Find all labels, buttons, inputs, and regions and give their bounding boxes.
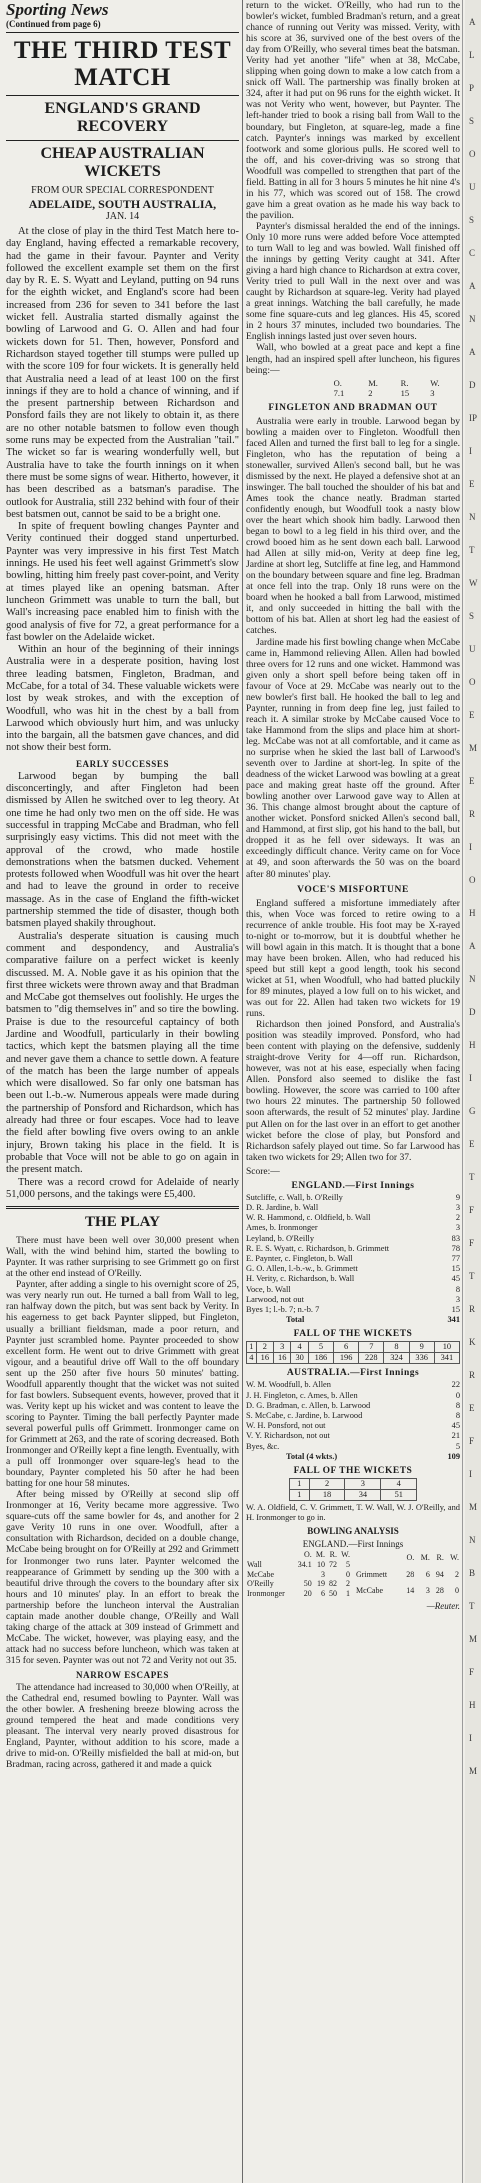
divider bbox=[6, 140, 239, 141]
fow-runs: 51 bbox=[381, 1489, 417, 1500]
adjacent-column-edge bbox=[465, 0, 481, 2183]
divider bbox=[6, 1206, 239, 1209]
deck-headline: ENGLAND'S GRAND RECOVERY bbox=[44, 100, 201, 135]
bowling-col-header bbox=[355, 1550, 401, 1566]
bowler-name: Ironmonger bbox=[247, 1589, 285, 1599]
fow-wicket-number: 7 bbox=[359, 1342, 384, 1353]
bowling-col-header bbox=[246, 1550, 294, 1560]
paragraph: Paynter's dismissal heralded the end of the innings. Only 10 more runs were added before Voce attempted to turn Wall to leg and was bowled. Wall finished off the innings by getting Verity caught at 341. After giving a hard high chance to Richardson at extra cover, Verity tried to pull Wall in the next over and was caught by Richardson at square-leg. Verity had played a great innings. Watching the ball carefully, he made some fine square-cuts and leg glances. His 45, scored in 2 hours 37 minutes, included two boundaries. The English innings lasted just over seven hours. bbox=[246, 220, 460, 343]
batsman-runs: 3 bbox=[455, 1202, 460, 1212]
batsman-runs: 21 bbox=[451, 1431, 460, 1441]
batsman-entry: H. Verity, c. Richardson, b. Wall bbox=[246, 1274, 355, 1284]
bowling-figure: 0 bbox=[455, 1585, 459, 1595]
bowling-col-header: W. bbox=[450, 1553, 459, 1563]
column-divider bbox=[242, 0, 243, 2183]
fow-runs-row bbox=[289, 1489, 416, 1500]
fow2-title: FALL OF THE WICKETS bbox=[293, 1465, 413, 1476]
subheading-fingleton-bradman: FINGLETON AND BRADMAN OUT bbox=[268, 402, 438, 413]
bowling-figure bbox=[294, 1570, 313, 1580]
bowling-analysis-tables bbox=[246, 1550, 460, 1599]
bowler-name: McCabe bbox=[247, 1569, 275, 1579]
fow-runs: 34 bbox=[345, 1489, 381, 1500]
scorecard-row bbox=[246, 1223, 460, 1233]
paragraph: There was a record crowd for Adelaide of nearly 51,000 persons, and the takings were £5,400. bbox=[6, 1176, 239, 1200]
batsman-runs: 45 bbox=[451, 1274, 460, 1284]
england-scorecard bbox=[246, 1193, 460, 1315]
figure-value: 15 bbox=[400, 387, 410, 398]
fow-runs-row bbox=[247, 1353, 460, 1364]
fow-wicket-number: 9 bbox=[409, 1342, 434, 1353]
fow-wicket-number: 2 bbox=[256, 1342, 273, 1353]
batsman-entry: W. H. Ponsford, not out bbox=[246, 1421, 326, 1431]
scorecard-row bbox=[246, 1442, 460, 1452]
fow-runs: 1 bbox=[289, 1489, 309, 1500]
wall-figures-table bbox=[246, 378, 460, 398]
batsman-entry: Ames, b. Ironmonger bbox=[246, 1223, 318, 1233]
batsman-entry: Byes, &c. bbox=[246, 1441, 280, 1451]
subheading-early-successes: EARLY SUCCESSES bbox=[75, 758, 170, 769]
continued-note: (Continued from page 6) bbox=[6, 19, 101, 29]
scorecard-row bbox=[246, 1193, 460, 1203]
left-column bbox=[6, 0, 239, 1770]
bowling-figure: 6 bbox=[321, 1589, 326, 1599]
scorecard-row bbox=[246, 1305, 460, 1315]
paragraph: In spite of frequent bowling changes Paynter and Verity continued their dogged stand unperturbed. Paynter was very impressive in his first Test Match innings. He used his feet well against Grimmett's slow bowling, hitting him freely past cover-point, and Verity at times played like an opening batsman. After luncheon Grimmett was unable to turn the ball, but Wall's increasing pace enabled him to finish with the good analysis of five for 72, a great performance for a fast bowler on the Adelaide wicket. bbox=[6, 521, 239, 643]
sub-headline: CHEAP AUSTRALIAN WICKETS bbox=[40, 145, 205, 180]
scorecard-row bbox=[246, 1391, 460, 1401]
batsman-entry: J. H. Fingleton, c. Ames, b. Allen bbox=[246, 1390, 358, 1400]
fow-wicket-number: 8 bbox=[384, 1342, 409, 1353]
fow-wicket-number: 3 bbox=[345, 1478, 381, 1489]
total-value: 341 bbox=[447, 1315, 460, 1325]
total-label: Total bbox=[286, 1315, 305, 1325]
fow-wicket-number: 3 bbox=[274, 1342, 291, 1353]
col-header: O. bbox=[333, 377, 342, 388]
batsman-runs: 0 bbox=[455, 1390, 460, 1400]
bowler-row bbox=[355, 1566, 460, 1582]
dateline: ADELAIDE, SOUTH AUSTRALIA, bbox=[28, 197, 217, 211]
play-heading: THE PLAY bbox=[85, 1214, 160, 1231]
fow-runs: 18 bbox=[309, 1489, 345, 1500]
bowling-figure: 1 bbox=[346, 1589, 350, 1599]
total-value: 109 bbox=[447, 1451, 460, 1461]
fow-wicket-number: 4 bbox=[381, 1478, 417, 1489]
scorecard-row bbox=[246, 1254, 460, 1264]
batsman-entry: W. M. Woodfull, b. Allen bbox=[246, 1380, 331, 1390]
subheading-narrow-escapes: NARROW ESCAPES bbox=[76, 1669, 169, 1680]
paragraph: At the close of play in the third Test Match here to-day England, having effected a remarkable recovery, had the game in their favour. Paynter and Verity followed the excellent example set them on the first day by R. E. S. Wyatt and Leyland, putting on 94 runs for the eighth wicket, and England's score had been increased from 236 for seven to 341 before the last wicket fell. Australia started dismally against the bowling of Larwood and G. O. Allen and had four wickets down for 51. Then, however, Ponsford and Richardson stayed together till stumps were pulled up with the score 109 for four wickets. It is generally held that Australia need a lead of at least 100 on the first innings if they are to hold a chance of winning, and if the present partnership between Richardson and Ponsford fails they are not likely to obtain it, as there are no other notable batsmen to follow even though some runs may be expected from the Australian "tail." The wicket so far is wearing wonderfully well, but Australia have to take the fourth innings on it when there must be some signs of wear. Hitherto, however, it has been described as a batsman's paradise. The outlook for Australia, still 232 behind with four of their best batsmen out, cannot be said to be a bright one. bbox=[6, 226, 239, 520]
paragraph: Australia were early in trouble. Larwood began by bowling a maiden over to Fingleton. Woodfull then faced Allen and turned the first ball to leg for a single. Fingleton, who has the reputation of being a stonewaller, survived Allen's second ball, but he was dismissed by the next. He played a defensive shot at an inswinger. The ball touched the shoulder of his bat and Ames took the chance neatly. Bradman started confidently enough, but Woodfull took a nasty blow over the heart which shook him badly. Larwood then began to bowl to a leg field in his third over, and the crowd booed him as he sent down each ball. Larwood had Allen at silly mid-on, Verity at deep fine leg, Jardine at short leg, Sutcliffe at fine leg, and Hammond on the boundary between square and fine leg. Bradman at once fell into the trap. Only 18 runs were on the board when he hooked a ball from Larwood, mistimed it, and only succeeded in hitting the ball with the bottom of his bat. Allen at short leg had the easiest of catches. bbox=[246, 415, 460, 637]
bowling-col-header: W. bbox=[341, 1549, 350, 1559]
paragraph: After being missed by O'Reilly at second slip off Ironmonger at 16, Verity became more aggressive. Two square-cuts off the same bowler for 4s, and another for 2 gave Verity 10 runs in one over. Woodfull, after a consultation with Richardson, decided on a double change, McCabe being brought on for O'Reilly at 292 and Grimmett for Ironmonger two runs later. Paynter welcomed the reappearance of Grimmett by sending up the 300 with a beautiful drive through the covers to the boundary after six hours and 10 minutes' play. In an effort to break the partnership before the luncheon interval the Australian captain made another double change, O'Reilly and Wall taking charge of the attack at 309 instead of Grimmett and McCabe. The wicket, however, was playing easy, and the attack had no success before luncheon, which was taken at 315 for seven. Paynter was out not 72 and Verity not out 35. bbox=[6, 1489, 239, 1666]
batsman-runs: 8 bbox=[455, 1410, 460, 1420]
fow-runs: 336 bbox=[409, 1353, 434, 1364]
scorecard-row bbox=[246, 1274, 460, 1284]
bowling-table-right bbox=[355, 1550, 460, 1599]
score-label: Score:— bbox=[246, 1166, 280, 1177]
col-header: W. bbox=[430, 377, 440, 388]
paragraph: Australia's desperate situation is causing much comment and despondency, and Australia's comparative failure on a perfect wicket is keenly discussed. M. A. Noble gave it as his opinion that the first three wickets were thrown away and that Bradman and McCabe got themselves out foolishly. He urges the batsmen to "dig themselves in" and so tire the bowling. Praise is due to the resourceful captaincy of both Jardine and Woodfull, particularly in their bowling tactics, which kept the batsmen playing all the time and never gave them a chance to settle down. A feature of the match has been the large number of appeals which were disallowed. So far only one batsman has been out l.-b.-w. Numerous appeals were made during the partnership of Ponsford and Richardson, which has already had three or four escapes. Voce had to leave the field after bowling five overs owing to an ankle injury, Brown taking his place in the field. It is probable that Voce will not be able to go on again in the present match. bbox=[6, 930, 239, 1176]
england-total-row bbox=[246, 1315, 460, 1325]
paragraph: Richardson then joined Ponsford, and Australia's position was steadily improved. Ponsford, who had been content with playing on the defensive, suddenly straight-drove Verity for 4—off run. Richardson, however, was not at his ease, especially when facing Allen. Ponsford also seemed to dislike the fast bowling. However, the score was carried to 100 after two hours 22 minutes. The partnership 50 followed soon afterwards, the result of 52 minutes' play. Jardine put Allen on for the last over in an effort to get another wicket before the close of play, but Ponsford and Richardson safely played out time. So far Larwood has taken two wickets for 29; Allen two for 37. bbox=[246, 1019, 460, 1163]
play-body bbox=[6, 1235, 239, 1666]
batsman-entry: Larwood, not out bbox=[246, 1294, 304, 1304]
paragraph: Jardine made his first bowling change when McCabe came in, Hammond relieving Allen. Allen had bowled three overs for 12 runs and one wicket. Hammond was given only a short spell before being taken off in favour of Voce at 29. McCabe was nearly out to the new bowler's first ball. He hooked the ball to leg and Paynter, running in from deep fine leg, just failed to reach it. A similar stroke by McCabe caused Voce to take Hammond from the slips and place him at short-leg. McCabe was not at all comfortable, and it came as no surprise when he skied the last ball of Larwood's seventh over to Jardine at short-leg. In spite of the deadness of the wicket Larwood was bowling at a great pace and making great haste off the ground. After bowling another over Larwood gave way to Allen at 36. This change almost brought about the capture of another wicket. Ponsford snicked Allen's second ball, and Hammond, at first slip, got his hand to the ball, but dropped it as he fell over sideways. It was an exceedingly difficult chance. Verity came on for Voce at 49, and soon afterwards the 50 was on the board after 80 minutes' play. bbox=[246, 636, 460, 880]
figure-value: 7.1 bbox=[333, 387, 345, 398]
batsman-runs: 3 bbox=[455, 1223, 460, 1233]
fow-runs: 16 bbox=[256, 1353, 273, 1364]
batsman-entry: Byes 1; l.-b. 7; n.-b. 7 bbox=[246, 1304, 320, 1314]
fow-runs: 196 bbox=[334, 1353, 359, 1364]
paragraph: There must have been well over 30,000 present when Wall, with the wind behind him, started the bowling to Paynter. It was rather surprising to see Grimmett go on first at the other end instead of O'Reilly. bbox=[6, 1235, 239, 1280]
bowler-row bbox=[246, 1589, 351, 1599]
fow-runs: 30 bbox=[291, 1353, 308, 1364]
total-label: Total (4 wkts.) bbox=[286, 1451, 338, 1461]
bowling-col-header: M. bbox=[420, 1553, 430, 1563]
fow-runs: 186 bbox=[308, 1353, 333, 1364]
batsman-entry: R. E. S. Wyatt, c. Richardson, b. Grimmett bbox=[246, 1243, 390, 1253]
fow-wicket-number: 5 bbox=[308, 1342, 333, 1353]
bowling-analysis-title: BOWLING ANALYSIS bbox=[307, 1525, 399, 1536]
scorecard-row bbox=[246, 1234, 460, 1244]
batsman-entry: Sutcliffe, c. Wall, b. O'Reilly bbox=[246, 1192, 343, 1202]
bowling-header-row bbox=[355, 1550, 460, 1566]
bowling-col-header: O. bbox=[303, 1549, 312, 1559]
scorecard-row bbox=[246, 1244, 460, 1254]
batsman-runs: 8 bbox=[455, 1400, 460, 1410]
bowling-figure: 0 bbox=[346, 1569, 350, 1579]
bowler-name: McCabe bbox=[356, 1585, 384, 1595]
batsman-runs: 15 bbox=[451, 1304, 460, 1314]
edge-divider bbox=[462, 0, 463, 2183]
scorecard-row bbox=[246, 1264, 460, 1274]
batsman-runs: 2 bbox=[455, 1213, 460, 1223]
section-header bbox=[6, 0, 239, 33]
batsman-runs: 3 bbox=[455, 1294, 460, 1304]
bowler-row bbox=[246, 1579, 351, 1589]
batsman-entry: V. Y. Richardson, not out bbox=[246, 1431, 330, 1441]
paragraph: return to the wicket. O'Reilly, who had run to the bowler's wicket, fumbled Bradman's return, and a great chance of running out Verity was missed. Verity, with his score at 36, survived one of the best overs of the day from O'Reilly, who several times beat the batsman. Verity had yet another "life" when at 38, McCabe, slipping when going down to make a low catch from a snick off Wall. The partnership was finally broken at 324, after it had put on 96 runs for the eighth wicket. It was not Verity who went, however, but Paynter. The left-hander tried to book a rising ball from Wall to the boundary, but Fingleton, at square-leg, made a fine catch. Paynter's innings was marked by excellent footwork and some glorious pulls. He scored well to the off, and his cover-driving was so strong that Woodfull was compelled to strengthen that part of the field. Batting in all for 3 hours 5 minutes he hit nine 4's in his 77, which was scored out of 158. The crowd gave him a great ovation as he made his way back to the pavilion. bbox=[246, 0, 460, 221]
agency-credit: —Reuter. bbox=[426, 1600, 460, 1611]
continuation-body bbox=[246, 0, 460, 376]
batsman-entry: E. Paynter, c. Fingleton, b. Wall bbox=[246, 1253, 353, 1263]
scorecard-row bbox=[246, 1295, 460, 1305]
main-headline: THE THIRD TEST MATCH bbox=[13, 37, 232, 91]
bowling-figure: 50 bbox=[329, 1589, 338, 1599]
fall-of-wickets-table bbox=[246, 1341, 460, 1364]
bowling-table-left bbox=[246, 1550, 351, 1599]
scorecard-row bbox=[246, 1203, 460, 1213]
bowling-figure: 6 bbox=[425, 1569, 430, 1579]
batsman-runs: 9 bbox=[455, 1192, 460, 1202]
bowling-figure: 34.1 bbox=[297, 1559, 312, 1569]
byline: FROM OUR SPECIAL CORRESPONDENT bbox=[31, 185, 214, 196]
fow-wicket-number: 1 bbox=[289, 1478, 309, 1489]
bowling-figure: 50 bbox=[303, 1579, 312, 1589]
bowling-figure: 2 bbox=[455, 1569, 459, 1579]
bowling-figure: 5 bbox=[346, 1559, 350, 1569]
bowling-figure: 20 bbox=[303, 1589, 312, 1599]
fow-wicket-number: 10 bbox=[434, 1342, 459, 1353]
paragraph: Larwood began by bumping the ball disconcertingly, and after Fingleton had been dismissed by Allen he switched over to leg theory. At one time he had only two men on the off side. He was successful in trapping McCabe and Bradman, who fell surprisingly easy victims. This did not meet with the approval of the crowd, who made hostile demonstrations when the batsmen ducked. Vehement protests followed when Woodfull was hit over the heart and had to leave the ground in order to receive massage. As in the case of England the fifth-wicket partnership stemmed the tide of disaster, though both batsmen played shakily throughout. bbox=[6, 770, 239, 930]
narrow-body bbox=[6, 1682, 239, 1770]
scorecard-row bbox=[246, 1213, 460, 1223]
bowling-figure: 3 bbox=[321, 1569, 326, 1579]
scorecard-row bbox=[246, 1421, 460, 1431]
bowling-col-header: O. bbox=[406, 1553, 415, 1563]
fow-runs: 228 bbox=[359, 1353, 384, 1364]
paragraph: England suffered a misfortune immediately after this, when Voce was forced to retire owing to a recurrence of ankle trouble. His foot may be X-rayed to-night or to-morrow, but it is doubtful whether he will bowl again in this match. It is thought that a bone may have been broken. Allen, who had reduced his speed but still kept a good length, took his second wicket at 51, when Woodfull, who had batted pluckily for 89 minutes, played a low full on to his wicket, and was out for 22. Allen had taken two wickets for 19 runs. bbox=[246, 897, 460, 1020]
england-innings-title: ENGLAND.—First Innings bbox=[291, 1180, 415, 1191]
bowler-row bbox=[355, 1583, 460, 1599]
bowler-row bbox=[246, 1560, 351, 1570]
batsman-runs: 22 bbox=[451, 1380, 460, 1390]
date: JAN. 14 bbox=[105, 211, 140, 222]
batsman-entry: Leyland, b. O'Reilly bbox=[246, 1233, 315, 1243]
australia-total-row bbox=[246, 1452, 460, 1462]
bowling-figure: 72 bbox=[329, 1559, 338, 1569]
paragraph: Paynter, after adding a single to his overnight score of 25, was very nearly run out. He turned a ball from Wall to leg, ran halfway down the pitch, but was sent back by Verity. In his eagerness to get back Paynter slipped, but Fingleton, usually a brilliant fieldsman, made a poor return, and Paynter just scrambled home. Paynter proceeded to show excellent form. He went out to drive Grimmett with great vigour, and a beautiful drive off Wall to the off boundary sent up the 250 after five hours 50 minutes' batting. Woodfull apparently thought that the wicket was not suited for fast bowlers. Subsequent events, however, proved that it was. Verity kept up his wicket and was content to leave the scoring to Paynter. Timing the ball perfectly Paynter made several powerful pulls off Grimmett. Ironmonger came on for Grimmett at 263, and the rate of scoring decreased. Both Ironmonger and O'Reilly kept a fine length. Eventually, with a pull off Ironmonger over square-leg's head to the boundary, Paynter completed his 50 after he had been batting for one hour 58 minutes. bbox=[6, 1279, 239, 1490]
section-title: Sporting News bbox=[6, 0, 109, 19]
bowler-name: O'Reilly bbox=[247, 1579, 274, 1589]
batsman-runs: 8 bbox=[455, 1284, 460, 1294]
early-body bbox=[6, 771, 239, 1201]
col-header: M. bbox=[368, 377, 378, 388]
bowler-name: Grimmett bbox=[356, 1569, 388, 1579]
subheading-voce: VOCE'S MISFORTUNE bbox=[297, 884, 409, 895]
bowling-figure: 3 bbox=[425, 1585, 430, 1595]
fow-wicket-number: 1 bbox=[247, 1342, 257, 1353]
batsman-entry: Voce, b. Wall bbox=[246, 1284, 291, 1294]
bowling-analysis-subtitle: ENGLAND.—First Innings bbox=[302, 1538, 404, 1549]
fow-runs: 324 bbox=[384, 1353, 409, 1364]
batsman-entry: S. McCabe, c. Jardine, b. Larwood bbox=[246, 1410, 363, 1420]
scorecard-row bbox=[246, 1431, 460, 1441]
batsman-runs: 15 bbox=[451, 1264, 460, 1274]
bowling-figure: 28 bbox=[406, 1569, 415, 1579]
batsman-entry: D. G. Bradman, c. Allen, b. Larwood bbox=[246, 1400, 371, 1410]
fow-runs: 4 bbox=[247, 1353, 257, 1364]
fall-of-wickets-table-australia bbox=[289, 1478, 417, 1501]
bowling-figure: 28 bbox=[435, 1585, 444, 1595]
batsman-entry: W. R. Hammond, c. Oldfield, b. Wall bbox=[246, 1213, 371, 1223]
bowling-figure: 14 bbox=[406, 1585, 415, 1595]
fow-wicket-number: 4 bbox=[291, 1342, 308, 1353]
figure-value: 2 bbox=[368, 387, 373, 398]
bowling-col-header: R. bbox=[436, 1553, 444, 1563]
bowling-figure: 10 bbox=[317, 1559, 326, 1569]
australia-innings-title: AUSTRALIA.—First Innings bbox=[286, 1368, 420, 1379]
batsman-runs: 78 bbox=[451, 1243, 460, 1253]
divider bbox=[6, 95, 239, 96]
australia-scorecard bbox=[246, 1380, 460, 1451]
fow-wicket-number: 6 bbox=[334, 1342, 359, 1353]
batsman-runs: 83 bbox=[451, 1233, 460, 1243]
fow-runs: 341 bbox=[434, 1353, 459, 1364]
batsman-runs: 5 bbox=[455, 1441, 460, 1451]
voce-body bbox=[246, 898, 460, 1163]
right-column bbox=[246, 0, 460, 1611]
scorecard-row bbox=[246, 1401, 460, 1411]
bowling-header-row bbox=[246, 1550, 351, 1560]
batsman-entry: D. R. Jardine, b. Wall bbox=[246, 1202, 319, 1212]
bowling-figure bbox=[326, 1570, 338, 1580]
bowler-row bbox=[246, 1570, 351, 1580]
bowling-figure: 2 bbox=[346, 1579, 350, 1589]
bowling-col-header: M. bbox=[315, 1549, 326, 1559]
bowling-figure: 19 bbox=[317, 1579, 326, 1589]
intro-body bbox=[6, 226, 239, 755]
fow-title: FALL OF THE WICKETS bbox=[293, 1329, 413, 1340]
fingleton-body bbox=[246, 416, 460, 880]
bowling-figure: 82 bbox=[329, 1579, 338, 1589]
paragraph: The attendance had increased to 30,000 when O'Reilly, at the Cathedral end, resumed bowling to Paynter. Wall was the other bowler. A freshening breeze blowing across the ground tempered the heat and made conditions very pleasant. The interval very nearly proved disastrous for England, Paynter, without addition to his score, made a drive to mid-on. O'Reilly misfielded the ball at mid-on, but Bradman, racing across, gathered it and made a quick bbox=[6, 1681, 239, 1771]
scorecard-row bbox=[246, 1411, 460, 1421]
fow-wicket-number: 2 bbox=[309, 1478, 345, 1489]
col-header: R. bbox=[400, 377, 409, 388]
batsman-runs: 45 bbox=[451, 1421, 460, 1431]
scorecard-row bbox=[246, 1285, 460, 1295]
batsman-runs: 77 bbox=[451, 1253, 460, 1263]
figure-value: 3 bbox=[430, 387, 435, 398]
fow-runs: 16 bbox=[274, 1353, 291, 1364]
fow-wicket-row bbox=[289, 1478, 416, 1489]
paragraph: Wall, who bowled at a great pace and kept a fine length, had an inspired spell after luncheon, his figures being:— bbox=[246, 342, 460, 376]
bowling-figure: 94 bbox=[435, 1569, 444, 1579]
batsman-entry: G. O. Allen, l.-b.-w., b. Grimmett bbox=[246, 1264, 358, 1274]
fow-wicket-row bbox=[247, 1342, 460, 1353]
edge-text: ALP SOUSCAN ADIPIENTWSUOE MERIOHANDHIGE TFF TRKREF IMNBTM FHIM bbox=[469, 17, 478, 1776]
paragraph: Within an hour of the beginning of their innings Australia were in a desperate position, having lost three leading batsmen, Fingleton, Bradman, and McCabe, for a total of 34. These valuable wickets were lost by weak strokes, and with the exception of Woodfull, who was hit in the chest by a ball from Larwood which obviously hurt him, and was unlucky into the bargain, all the batsmen gave chances, and did not show their best form. bbox=[6, 644, 239, 754]
yet-to-bat: W. A. Oldfield, C. V. Grimmett, T. W. Wall, W. J. O'Reilly, and H. Ironmonger to go in. bbox=[246, 1502, 460, 1522]
bowler-name: Wall bbox=[247, 1559, 262, 1569]
bowling-col-header: R. bbox=[329, 1549, 338, 1559]
scorecard-row bbox=[246, 1380, 460, 1390]
